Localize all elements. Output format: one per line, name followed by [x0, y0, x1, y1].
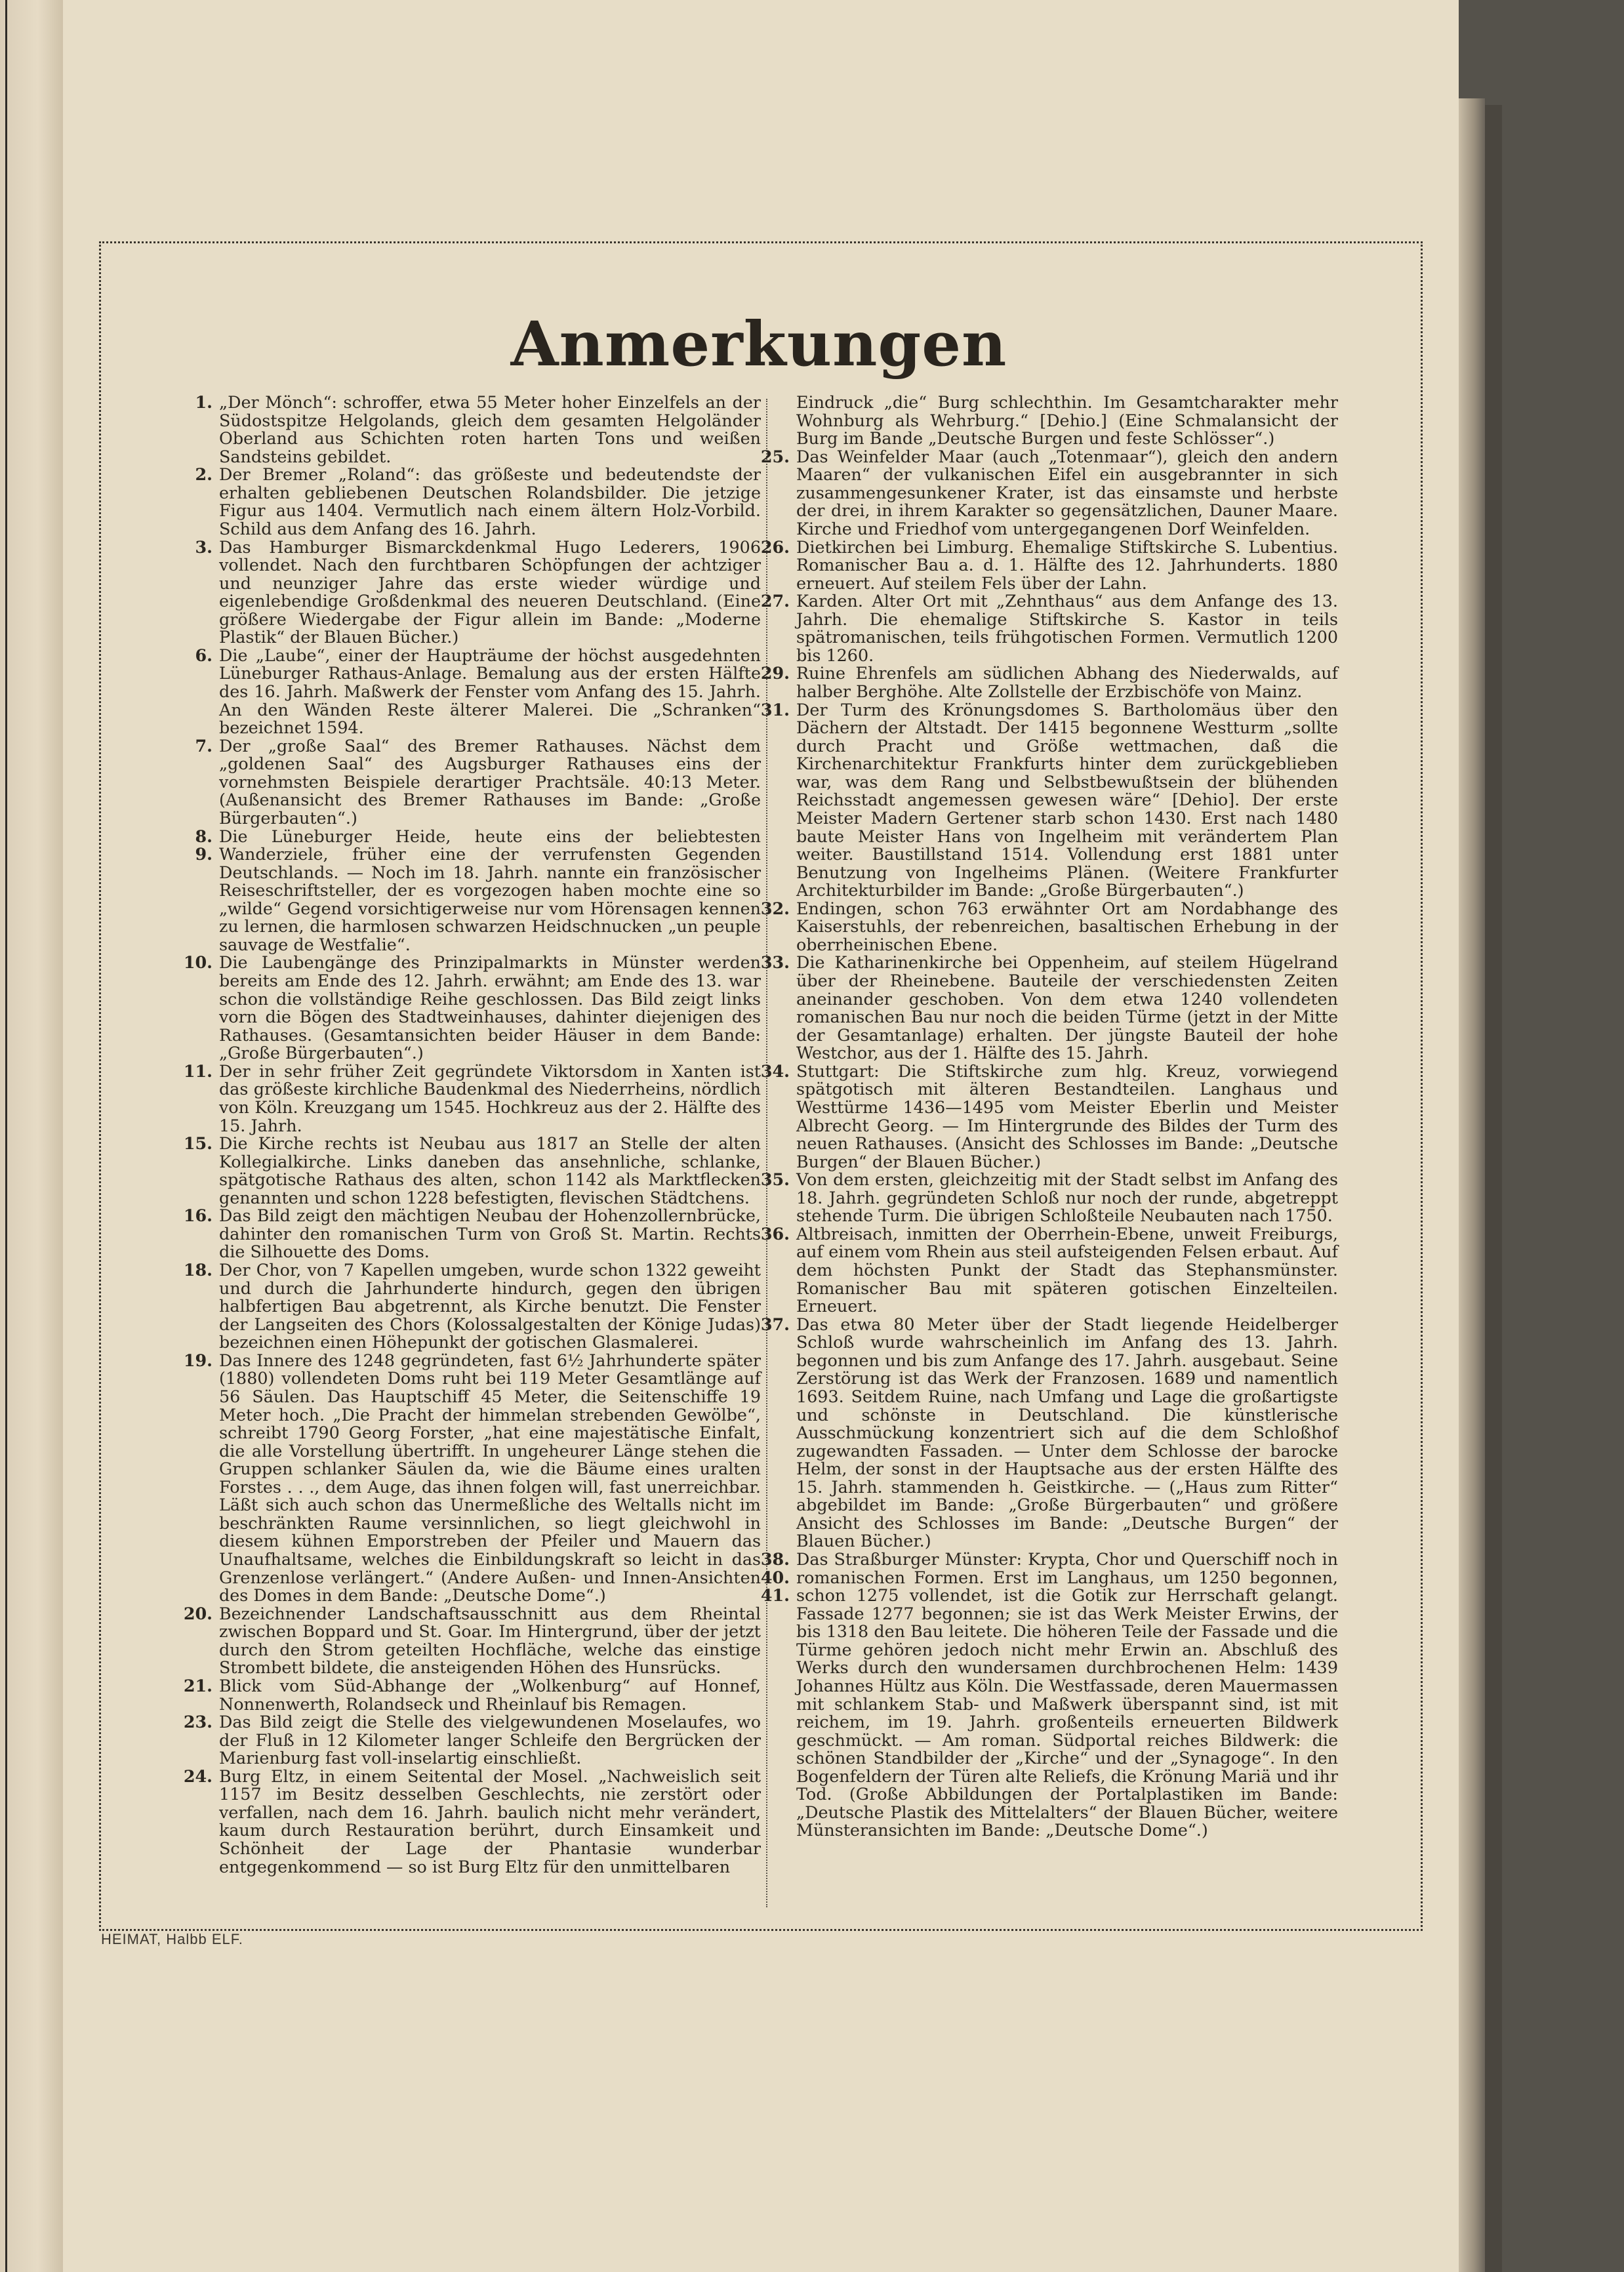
note-text: Der in sehr früher Zeit gegründete Viktorsdom in Xanten ist das größeste kirchliche Baudenkmal des Niederrheins, nördlich von Köln. Kreuzgang um 1545. Hochkreuz aus der 2. Hälfte des 15. Jahrh.: [219, 1061, 761, 1135]
note-text: Das Straßburger Münster: Krypta, Chor und Querschiff noch in romanischen Formen. Erst im Langhaus, um 1250 begonnen, schon 1275 vollendet, ist die Gotik zur Herrschaft gelangt. Fassade 1277 begonnen; sie ist das Werk Meister Erwins, der bis 1318 den Bau leitete. Die höheren Teile der Fassade und die Türme gehören jedoch nicht mehr Erwin an. Abschluß des Werks durch den wundersamen durchbrochenen Helm: 1439 Johannes Hültz aus Köln. Die Westfassade, deren Mauermassen mit schlankem Stab- und Maßwerk überspannt sind, ist mit reichem, im 19. Jahrh. großenteils erneuerten Bildwerk geschmückt. — Am roman. Südportal reiches Bildwerk: die schönen Standbilder der „Kirche“ und der „Synagoge“. In den Bogenfeldern der Türen alte Reliefs, die Krönung Mariä und ihr Tod. (Große Abbildungen der Portalplastiken im Bande: „Deutsche Plastik des Mittelalters“ der Blauen Bücher, weitere Münsteransichten im Bande: „Deutsche Dome“.): [796, 1549, 1338, 1840]
note-item: [757, 1171, 1338, 1225]
note-item: [757, 900, 1338, 954]
note-item: [180, 737, 761, 828]
note-text: Das Innere des 1248 gegründeten, fast 6½ Jahrhunderte später (1880) vollendeten Doms ruht bei 119 Meter Gesamtlänge auf 56 Säulen. Das Hauptschiff 45 Meter, die Seitenschiffe 19 Meter hoch. „Die Pracht der himmelan strebenden Gewölbe“, schreibt 1790 Georg Forster, „hat eine majestätische Einfalt, die alle Vorstellung übertrifft. In ungeheurer Länge stehen die Gruppen schlanker Säulen da, wie die Bäume eines uralten Forstes . . ., dem Auge, das ihnen folgen will, fast unerreichbar. Läßt sich auch schon das Unermeßliche des Weltalls nicht im beschränkten Raume versinnlichen, so liegt gleichwohl in diesem kühnen Emporstreben der Pfeiler und Mauern das Unaufhaltsame, welches die Einbildungskraft so leicht in das Grenzenlose verlängert.“ (Andere Außen- und Innen-Ansichten des Domes in dem Bande: „Deutsche Dome“.): [219, 1350, 761, 1606]
note-text: Die Lüneburger Heide, heute eins der beliebtesten Wanderziele, früher eine der verrufensten Gegenden Deutschlands. — Noch im 18. Jahrh. nannte ein französischer Reiseschriftsteller, der es vorgezogen haben mochte eine so „wilde“ Gegend vorsichtigerweise nur vom Hörensagen kennen zu lernen, die harmlosen schwarzen Heidschnucken „un peuple sauvage de Westfalie“.: [219, 826, 761, 954]
note-text: Das Weinfelder Maar (auch „Totenmaar“), gleich den andern Maaren“ der vulkanischen Eifel ein ausgebrannter in sich zusammengesunkener Krater, ist das einsamste und herbste der drei, in ihrem Karakter so gegensätzlichen, Dauner Maare. Kirche und Friedhof vom untergegangenen Dorf Weinfelden.: [796, 446, 1338, 538]
note-number: 36.: [760, 1223, 790, 1244]
note-text: Der Chor, von 7 Kapellen umgeben, wurde schon 1322 geweiht und durch die Jahrhunderte hindurch, gegen den übrigen halbfertigen Bau abgetrennt, als Kirche benutzt. Die Fenster der Langseiten des Chors (Kolossalgestalten der Könige Judas) bezeichnen einen Höhepunkt der gotischen Glasmalerei.: [219, 1260, 761, 1352]
note-item: [180, 1207, 761, 1261]
note-number: 11.: [183, 1061, 213, 1081]
note-item: [757, 1063, 1338, 1171]
note-item: [757, 954, 1338, 1062]
note-item: [757, 1551, 1338, 1840]
note-item: [180, 538, 761, 647]
note-text: Der „große Saal“ des Bremer Rathauses. Nächst dem „goldenen Saal“ des Augsburger Rathauses eins der vornehmsten Beispiele derartiger Prachtsäle. 40:13 Meter. (Außenansicht des Bremer Rathauses im Bande: „Große Bürgerbauten“.): [219, 735, 761, 828]
note-item: [180, 647, 761, 737]
note-item: [757, 448, 1338, 538]
note-number: 15.: [183, 1133, 213, 1154]
note-text: Das Hamburger Bismarckdenkmal Hugo Lederers, 1906 vollendet. Nach den furchtbaren Schöpfungen der achtziger und neunziger Jahre das erste wieder würdige und eigenlebendige Großdenkmal des neueren Deutschland. (Eine größere Wiedergabe der Figur allein im Bande: „Moderne Plastik“ der Blauen Bücher.): [219, 537, 761, 647]
note-text: Das Bild zeigt den mächtigen Neubau der Hohenzollernbrücke, dahinter den romanischen Turm von Groß St. Martin. Rechts die Silhouette des Doms.: [219, 1206, 761, 1262]
note-number: 35.: [760, 1169, 790, 1190]
note-text: Burg Eltz, in einem Seitental der Mosel. „Nachweislich seit 1157 im Besitz desselben Geschlechts, nie zerstört oder verfallen, nach dem 16. Jahrh. baulich nicht mehr verändert, kaum durch Restauration berührt, durch Einsamkeit und Schönheit der Lage der Phantasie wunderbar entgegenkommend — so ist Burg Eltz für den unmittelbaren: [219, 1766, 761, 1876]
note-item: [180, 954, 761, 1062]
note-number: 19.: [183, 1350, 213, 1370]
note-number: 25.: [760, 446, 790, 466]
note-item: [180, 394, 761, 466]
notes-column-right: [757, 394, 1338, 1840]
note-item: [180, 1063, 761, 1135]
note-text: Dietkirchen bei Limburg. Ehemalige Stiftskirche S. Lubentius. Romanischer Bau a. d. 1. Hälfte des 12. Jahrhunderts. 1880 erneuert. Auf steilem Fels über der Lahn.: [796, 537, 1338, 593]
note-number: 34.: [760, 1061, 790, 1081]
note-text: Karden. Alter Ort mit „Zehnthaus“ aus dem Anfange des 13. Jahrh. Die ehemalige Stiftskirche S. Kastor in teils spätromanischen, teils frühgotischen Formen. Vermutlich 1200 bis 1260.: [796, 591, 1338, 665]
note-text: Die „Laube“, einer der Haupträume der höchst ausgedehnten Lüneburger Rathaus-Anlage. Bemalung aus der ersten Hälfte des 16. Jahrh. Maßwerk der Fenster vom Anfang des 15. Jahrh. An den Wänden Reste älterer Malerei. Die „Schranken“ bezeichnet 1594.: [219, 645, 761, 738]
note-item: [757, 1225, 1338, 1316]
note-item: [180, 1605, 761, 1677]
book-cover-edge: [1485, 105, 1502, 2272]
note-text: Bezeichnender Landschaftsausschnitt aus dem Rheintal zwischen Boppard und St. Goar. Im Hintergrund, über der jetzt durch den Strom geteilten Hochfläche, welche das einstige Strombett bildete, die ansteigenden Höhen des Hunsrücks.: [219, 1603, 761, 1678]
note-item: [757, 701, 1338, 900]
note-number: 16.: [183, 1206, 213, 1226]
note-number: 32.: [760, 898, 790, 918]
note-item: [757, 538, 1338, 593]
note-number: 6.: [195, 645, 213, 665]
note-text: Der Bremer „Roland“: das größeste und bedeutendste der erhalten gebliebenen Deutschen Rolandsbilder. Die jetzige Figur aus 1404. Vermutlich nach einem ältern Holz-Vorbild. Schild aus dem Anfang des 16. Jahrh.: [219, 464, 761, 538]
note-number: 7.: [195, 735, 213, 756]
note-item: [180, 1135, 761, 1207]
note-text: Eindruck „die“ Burg schlechthin. Im Gesamtcharakter mehr Wohnburg als Wehrburg.“ [Dehio.] (Eine Schmalansicht der Burg im Bande „Deutsche Burgen und feste Schlösser“.): [796, 392, 1338, 449]
note-text: Ruine Ehrenfels am südlichen Abhang des Niederwalds, auf halber Berghöhe. Alte Zollstelle der Erzbischöfe von Mainz.: [796, 663, 1338, 701]
note-number: 1.: [195, 392, 213, 412]
note-item: [180, 828, 761, 954]
note-item: [757, 592, 1338, 664]
note-number: 18.: [183, 1260, 213, 1280]
note-text: Die Katharinenkirche bei Oppenheim, auf steilem Hügelrand über der Rheinebene. Bauteile der verschiedensten Zeiten aneinander geschoben. Von dem etwa 1240 vollendeten romanischen Bau nur noch die beiden Türme (jetzt in der Mitte der Gesamtanlage) erhalten. Der jüngste Bauteil der hohe Westchor, aus der 1. Hälfte des 15. Jahrh.: [796, 952, 1338, 1063]
note-number: 27.: [760, 591, 790, 611]
note-number: 10.: [183, 952, 213, 973]
note-number: 3.: [195, 537, 213, 557]
note-text: Das etwa 80 Meter über der Stadt liegende Heidelberger Schloß wurde wahrscheinlich im Anfang des 13. Jahrh. begonnen und bis zum Anfange des 17. Jahrh. ausgebaut. Seine Zerstörung ist das Werk der Franzosen. 1689 und namentlich 1693. Seitdem Ruine, nach Umfang und Lage die großartigste und schönste in Deutschland. Die künstlerische Ausschmückung konzentriert sich auf die dem Schloßhof zugewandten Fassaden. — Unter dem Schlosse der barocke Helm, der sonst in der Hauptsache aus der ersten Hälfte des 15. Jahrh. stammenden h. Geistkirche. — („Haus zum Ritter“ abgebildet im Bande: „Große Bürgerbauten“ und größere Ansicht des Schlosses im Bande: „Deutsche Burgen“ der Blauen Bücher.): [796, 1314, 1338, 1551]
note-text: Endingen, schon 763 erwähnter Ort am Nordabhange des Kaiserstuhls, der rebenreichen, basaltischen Erhebung in der oberrheinischen Ebene.: [796, 898, 1338, 954]
note-number: 31.: [760, 699, 790, 720]
note-text: Von dem ersten, gleichzeitig mit der Stadt selbst im Anfang des 18. Jahrh. gegründeten Schloß nur noch der runde, abgetreppt stehende Turm. Die übrigen Schloßteile Neubauten nach 1750.: [796, 1169, 1338, 1226]
note-number: 38. 40. 41.: [760, 1549, 790, 1606]
note-number: 8. 9.: [195, 826, 213, 864]
book-page: [63, 0, 1459, 2272]
page-title: Anmerkungen: [510, 308, 1007, 380]
note-text: Das Bild zeigt die Stelle des vielgewundenen Moselaufes, wo der Fluß in 12 Kilometer langer Schleife den Bergrücken der Marienburg fast voll-inselartig einschließt.: [219, 1712, 761, 1768]
note-text: Altbreisach, inmitten der Oberrhein-Ebene, unweit Freiburgs, auf einem vom Rhein aus steil aufsteigenden Felsen erbaut. Auf dem höchsten Punkt der Stadt das Stephansmünster. Romanischer Bau mit späteren gotischen Einzelteilen. Erneuert.: [796, 1223, 1338, 1316]
note-text: Die Laubengänge des Prinzipalmarkts in Münster werden bereits am Ende des 12. Jahrh. erwähnt; am Ende des 13. war schon die vollständige Reihe geschlossen. Das Bild zeigt links vorn die Bögen des Stadtweinhauses, dahinter diejenigen des Rathauses. (Gesamtansichten beider Häuser in dem Bande: „Große Bürgerbauten“.): [219, 952, 761, 1063]
facing-page-edge: [0, 0, 63, 2272]
note-text: Blick vom Süd-Abhange der „Wolkenburg“ auf Honnef, Nonnenwerth, Rolandseck und Rheinlauf bis Remagen.: [219, 1675, 761, 1714]
note-item: [757, 1316, 1338, 1551]
note-item: [180, 1713, 761, 1768]
page-footer: HEIMAT, Halbb ELF.: [101, 1931, 243, 1947]
note-text: „Der Mönch“: schroffer, etwa 55 Meter hoher Einzelfels an der Südostspitze Helgolands, gleich dem gesamten Helgoländer Oberland aus Schichten roten harten Tons und weißen Sandsteins gebildet.: [219, 392, 761, 466]
note-number: 24.: [183, 1766, 213, 1786]
note-number: 26.: [760, 537, 790, 557]
note-item: [180, 466, 761, 538]
facing-page-rule: [5, 0, 7, 2272]
page-stack-edge: [1459, 98, 1485, 2272]
note-item: [757, 394, 1338, 448]
note-number: 20.: [183, 1603, 213, 1623]
note-item: [757, 664, 1338, 700]
note-item: [180, 1352, 761, 1605]
note-item: [180, 1677, 761, 1713]
note-number: 37.: [760, 1314, 790, 1334]
note-item: [180, 1261, 761, 1352]
note-text: Der Turm des Krönungsdomes S. Bartholomäus über den Dächern der Altstadt. Der 1415 begonnene Westturm „sollte durch Pracht und Größe wettmachen, daß die Kirchenarchitektur Frankfurts hinter dem zurückgeblieben war, was dem Rang und Selbstbewußtsein der blühenden Reichsstadt angemessen gewesen wäre“ [Dehio]. Der erste Meister Madern Gertener starb schon 1430. Erst nach 1480 baute Meister Hans von Ingelheim mit verändertem Plan weiter. Baustillstand 1514. Vollendung erst 1881 unter Benutzung von Ingelheims Plänen. (Weitere Frankfurter Architekturbilder im Bande: „Große Bürgerbauten“.): [796, 699, 1338, 901]
note-text: Stuttgart: Die Stiftskirche zum hlg. Kreuz, vorwiegend spätgotisch mit älteren Bestandteilen. Langhaus und Westtürme 1436—1495 vom Meister Eberlin und Meister Albrecht Georg. — Im Hintergrunde des Bildes der Turm des neuen Rathauses. (Ansicht des Schlosses im Bande: „Deutsche Burgen“ der Blauen Bücher.): [796, 1061, 1338, 1171]
note-number: 2.: [195, 464, 213, 485]
note-item: [180, 1768, 761, 1876]
note-text: Die Kirche rechts ist Neubau aus 1817 an Stelle der alten Kollegialkirche. Links daneben das ansehnliche, schlanke, spätgotische Rathaus des alten, schon 1142 als Marktflecken genannten und schon 1228 befestigten, flevischen Städtchens.: [219, 1133, 761, 1207]
note-number: 33.: [760, 952, 790, 973]
note-number: 21.: [183, 1675, 213, 1695]
note-number: 29.: [760, 663, 790, 683]
note-number: 23.: [183, 1712, 213, 1732]
notes-column-left: [180, 394, 761, 1876]
